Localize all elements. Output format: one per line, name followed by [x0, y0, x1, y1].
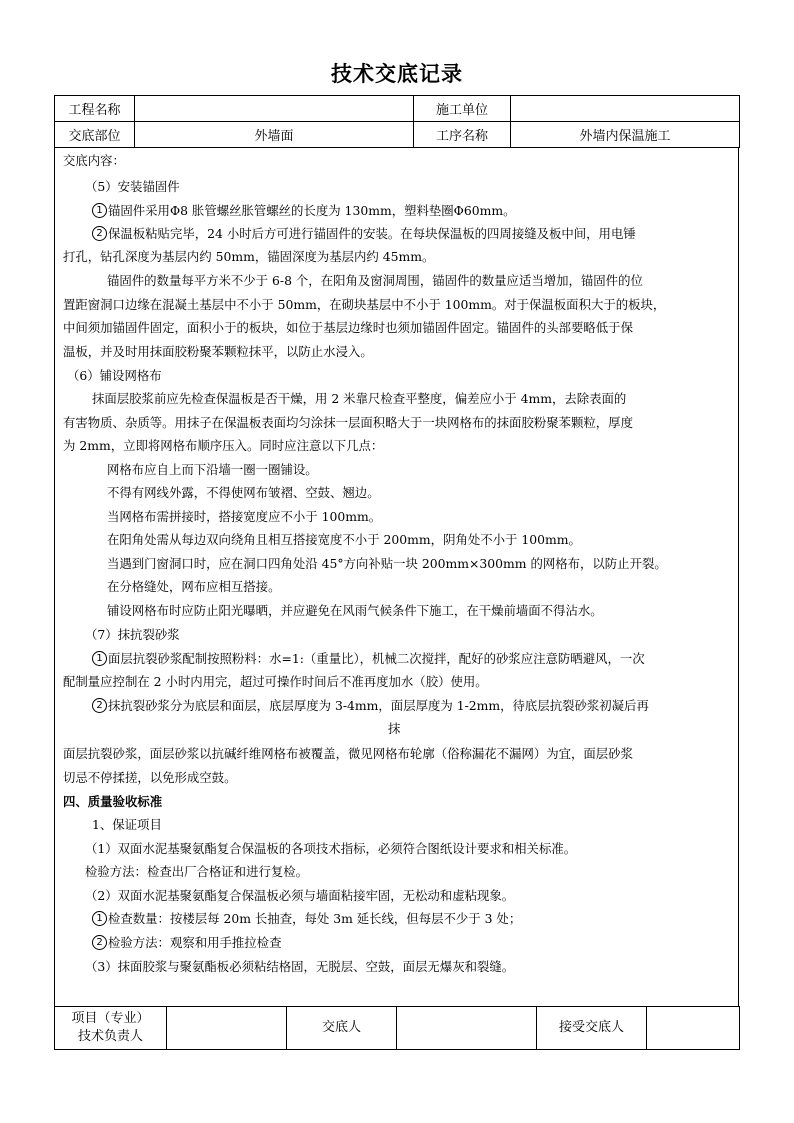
- quality-item-2: 2 检验方法：观察和用手推拉检查: [92, 931, 281, 954]
- paragraph-line: 面层抗裂砂浆，面层砂浆以抗碱纤维网格布被覆盖，微见网格布轮廓（俗称漏花不漏网）为宜，面层砂浆: [63, 746, 633, 761]
- section-5-item-1: 1 锚固件采用Φ8 胀管螺丝胀管螺丝的长度为 130mm，塑料垫圈Φ60mm。: [92, 199, 515, 222]
- paragraph-line: （1）双面水泥基聚氨酯复合保温板的各项技术指标，必须符合图纸设计要求和相关标准。: [85, 841, 577, 856]
- part-label: 交底部位: [55, 122, 135, 148]
- list-item: 网格布应自上而下沿墙一圈一圈铺设。: [107, 462, 318, 477]
- part-field[interactable]: 外墙面: [135, 122, 414, 148]
- process-label: 工序名称: [414, 122, 511, 148]
- project-name-field[interactable]: [135, 96, 414, 122]
- paragraph-line: 置距窗洞口边缘在混凝土基层中不小于 50mm，在砌块基层中不小于 100mm。对于保温板面积大于的板块，: [63, 297, 666, 312]
- section-7-item-1: 1 面层抗裂砂浆配制按照粉料：水=1:（重量比），机械二次搅拌，配好的砂浆应注意防晒避风，一次: [92, 647, 645, 670]
- section-7-title: （7）抹抗裂砂浆: [85, 627, 180, 642]
- paragraph-line: （3）抹面胶浆与聚氨酯板必须粘结格固，无脱层、空鼓，面层无爆灰和裂缝。: [85, 959, 515, 974]
- paragraph-line: 抹面层胶浆前应先检查保温板是否干燥，用 2 米靠尺检查平整度，偏差应小于 4mm，去除表面的: [92, 391, 627, 406]
- paragraph-line: （2）双面水泥基聚氨酯复合保温板必须与墙面粘接牢固，无松动和虚粘现象。: [85, 888, 515, 903]
- tech-lead-label: 项目（专业） 技术负责人: [55, 1007, 167, 1050]
- header-table: [54, 95, 740, 148]
- page-title: 技术交底记录: [331, 61, 463, 86]
- circled-number: 1: [92, 203, 107, 218]
- circled-number: 2: [92, 226, 107, 241]
- paragraph-line: 抹: [388, 721, 401, 736]
- paragraph-line: 1、保证项目: [92, 817, 162, 832]
- paragraph-line: 打孔，钻孔深度为基层内约 50mm，锚固深度为基层内约 45mm。: [63, 249, 435, 264]
- circled-number: 2: [92, 935, 107, 950]
- footer-table: [54, 1006, 740, 1050]
- tech-lead-field[interactable]: [167, 1007, 287, 1050]
- paragraph-line: 中间须加锚固件固定，面积小于的板块，如位于基层边缘时也须加锚固件固定。锚固件的头部要略低于保: [63, 320, 633, 335]
- receiver-field[interactable]: [647, 1007, 740, 1050]
- content-box: [54, 147, 739, 1007]
- paragraph-line: 为 2mm，立即将网格布顺序压入。同时应注意以下几点：: [63, 438, 384, 453]
- section-5-title: （5）安装锚固件: [85, 179, 180, 194]
- project-name-label: 工程名称: [55, 96, 135, 122]
- list-item: 在分格缝处，网布应相互搭接。: [107, 579, 281, 594]
- list-item: 当网格布需拼接时，搭接宽度应不小于 100mm。: [107, 509, 382, 524]
- list-item: 铺设网格布时应防止阳光曝晒，并应避免在风雨气候条件下施工，在干燥前墙面不得沾水。: [107, 603, 603, 618]
- section-7-item-2: 2 抹抗裂砂浆分为底层和面层，底层厚度为 3-4mm，面层厚度为 1-2mm，待底层抗裂砂浆初凝后再: [92, 694, 649, 717]
- quality-item-1: 1 检查数量：按楼层每 20m 长抽查，每处 3m 延长线，但每层不少于 3 处；: [92, 907, 521, 930]
- paragraph-line: 配制量应控制在 2 小时内用完，超过可操作时间后不准再度加水（胶）使用。: [63, 674, 488, 689]
- paragraph-line: 检验方法：检查出厂合格证和进行复检。: [85, 864, 309, 879]
- paragraph-line: 锚固件的数量每平方米不少于 6-8 个，在阳角及窗洞周围，锚固件的数量应适当增加，锚固件的位: [107, 273, 643, 288]
- section-5-item-2: 2 保温板粘贴完毕，24 小时后方可进行锚固件的安装。在每块保温板的四周接缝及板中间，用电锤: [92, 222, 636, 245]
- list-item: 不得有网线外露，不得使网布皱褶、空鼓、翘边。: [107, 485, 380, 500]
- receiver-label: 接受交底人: [537, 1007, 647, 1050]
- discloser-field[interactable]: [397, 1007, 537, 1050]
- section-6-title: （6）铺设网格布: [67, 368, 162, 383]
- content-heading: 交底内容：: [63, 153, 125, 168]
- circled-number: 1: [92, 651, 107, 666]
- process-field[interactable]: 外墙内保温施工: [511, 122, 740, 148]
- list-item: 当遇到门窗洞口时，应在洞口四角处沿 45°方向补贴一块 200mm×300mm 的网格布，以防止开裂。: [107, 556, 667, 571]
- builder-field[interactable]: [511, 96, 740, 122]
- paragraph-line: 切忌不停揉搓，以免形成空鼓。: [63, 770, 237, 785]
- builder-label: 施工单位: [414, 96, 511, 122]
- discloser-label: 交底人: [287, 1007, 397, 1050]
- list-item: 在阳角处需从每边双向绕角且相互搭接宽度不小于 200mm，阴角处不小于 100mm。: [107, 532, 581, 547]
- paragraph-line: 温板，并及时用抹面胶粉聚苯颗粒抹平，以防止水浸入。: [63, 344, 373, 359]
- circled-number: 2: [92, 698, 107, 713]
- quality-title: 四、质量验收标准: [63, 794, 163, 809]
- circled-number: 1: [92, 911, 107, 926]
- paragraph-line: 有害物质、杂质等。用抹子在保温板表面均匀涂抹一层面积略大于一块网格布的抹面胶粉聚苯颗粒，厚度: [63, 415, 633, 430]
